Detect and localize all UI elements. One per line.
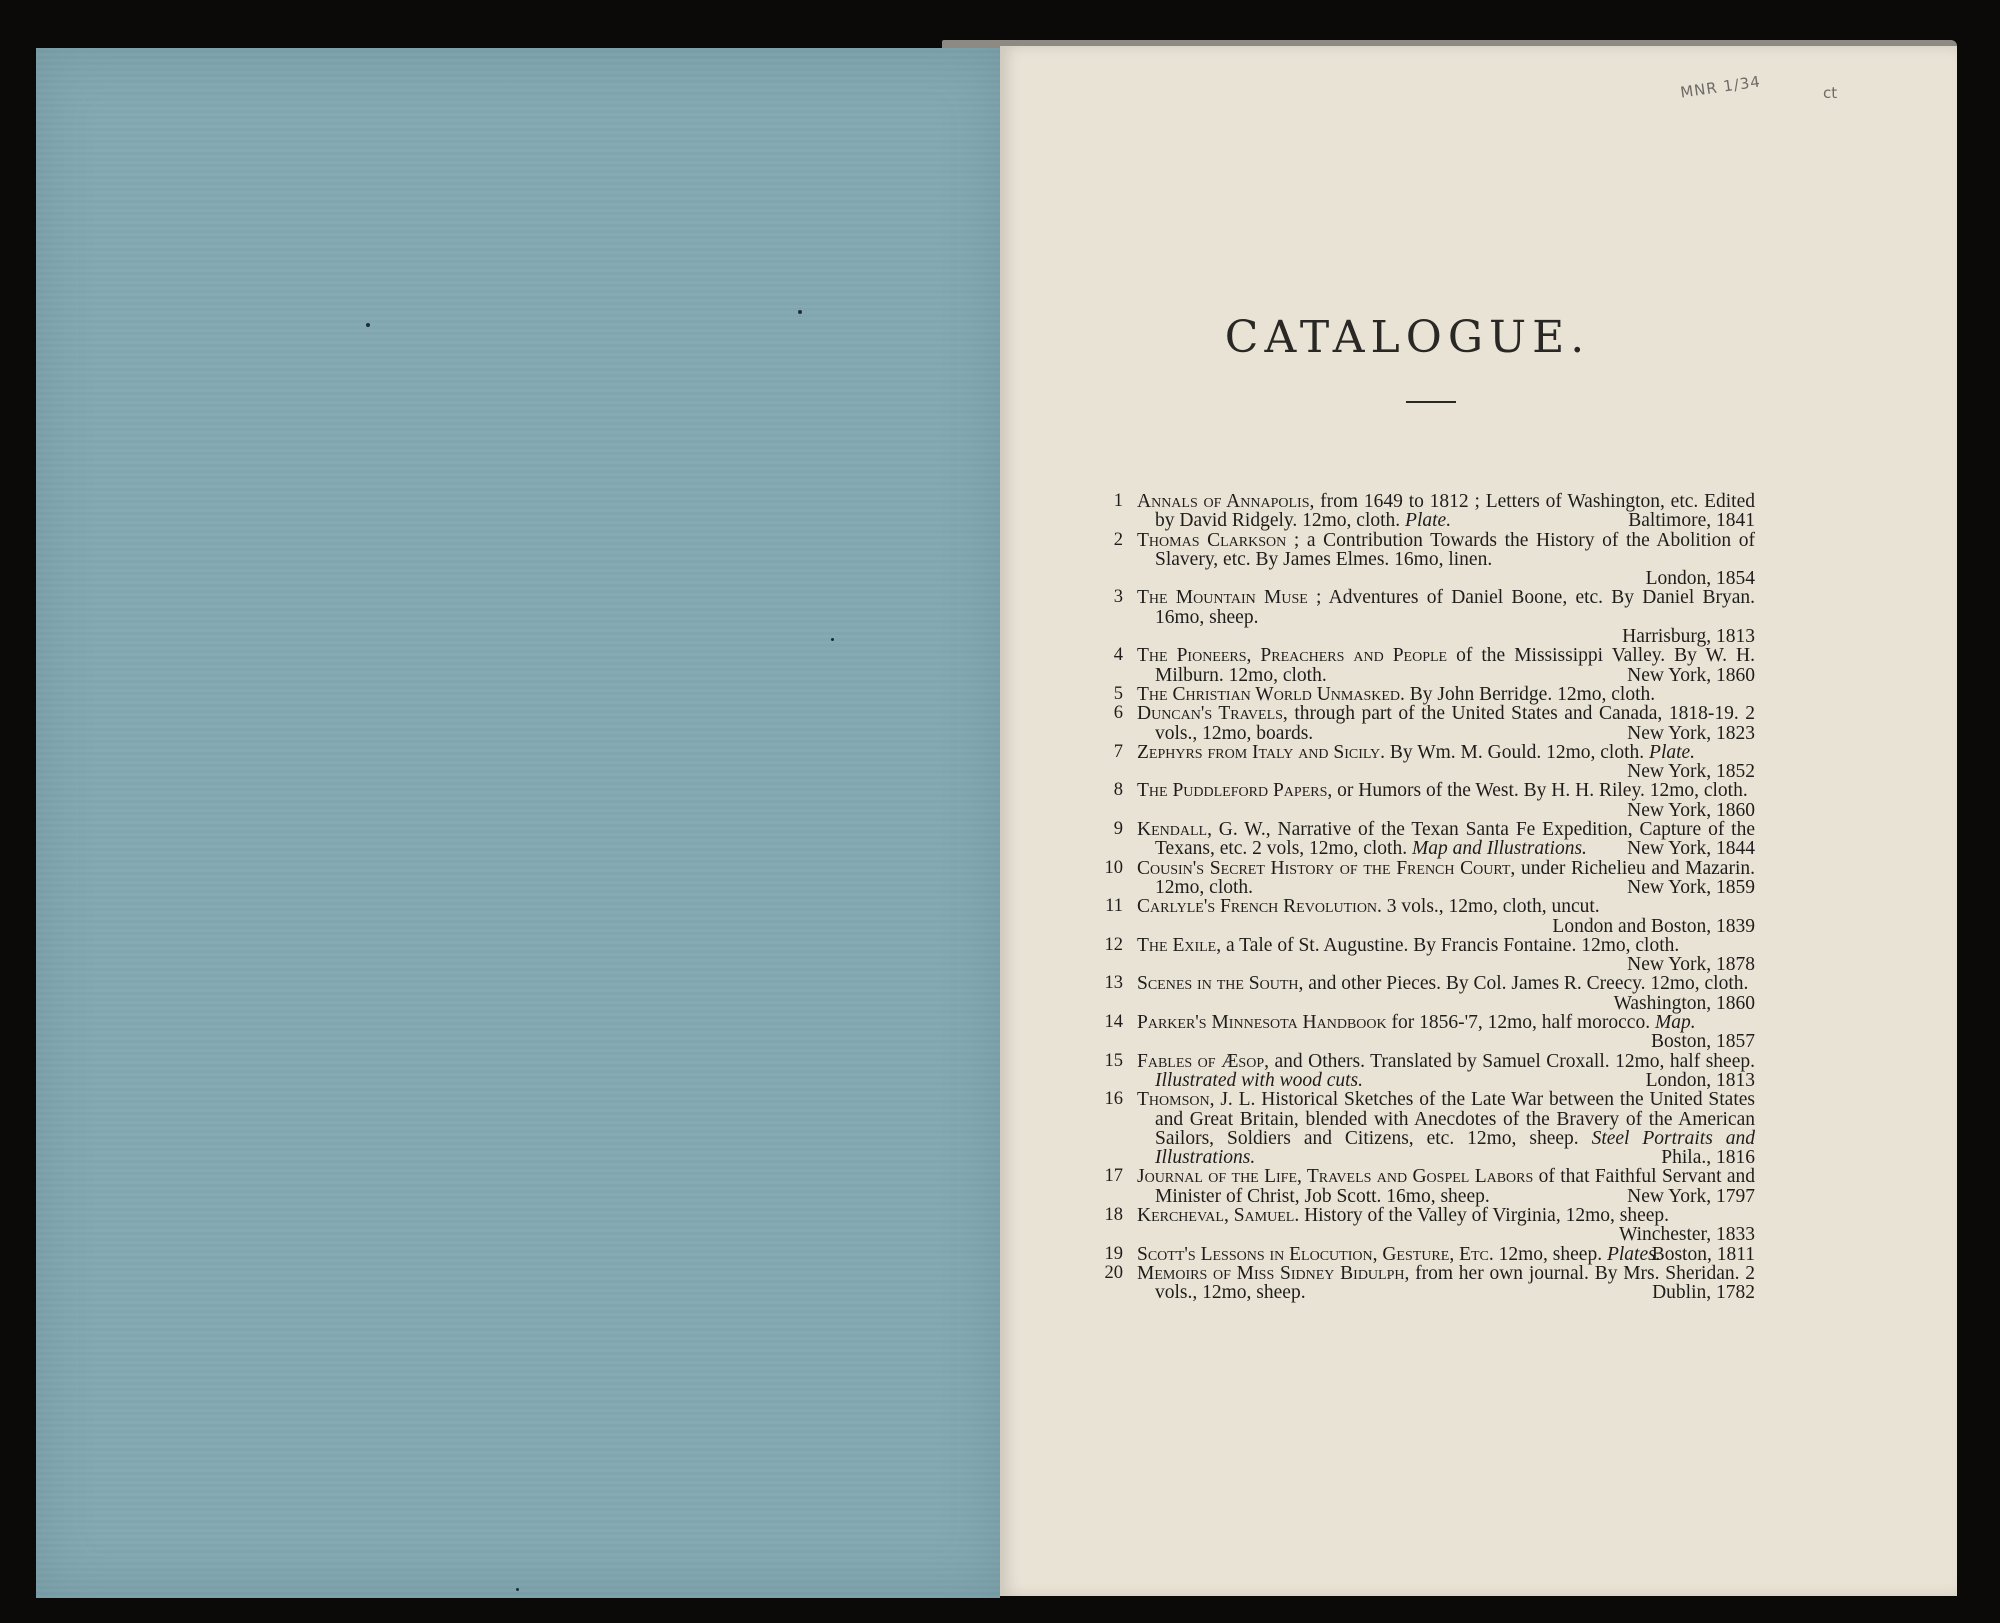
catalogue-entry — [1085, 1264, 1755, 1303]
entry-italic-note: Plate. — [1405, 510, 1452, 532]
entry-text — [1137, 743, 1755, 782]
entry-description: , from 1649 to 1812 ; Letters of Washington, etc. Edited by David Ridgely. 12mo, cloth. — [1155, 491, 1755, 532]
entry-imprint: Boston, 1857 — [1650, 1031, 1755, 1053]
entry-imprint: Baltimore, 1841 — [1628, 510, 1755, 532]
entry-text — [1137, 859, 1755, 898]
catalogue-entry — [1085, 781, 1755, 820]
entry-imprint: New York, 1859 — [1627, 876, 1755, 898]
entry-text — [1137, 685, 1755, 704]
manuscript-note-2: ct — [1823, 84, 1838, 102]
catalogue-entry — [1085, 1013, 1755, 1052]
entry-heading: Zephyrs from Italy and Sicily — [1137, 741, 1381, 763]
catalogue-page — [1000, 46, 1957, 1596]
entry-heading: Annals of Annapolis — [1137, 491, 1310, 512]
entry-text — [1137, 492, 1755, 531]
speck — [831, 638, 834, 641]
entry-heading: The Puddleford Papers — [1137, 780, 1328, 802]
entry-imprint: Boston, 1811 — [1651, 1243, 1755, 1265]
entry-text — [1137, 531, 1755, 589]
entry-imprint: Washington, 1860 — [1613, 992, 1755, 1014]
entry-number: 14 — [1104, 1012, 1123, 1033]
entry-text — [1137, 588, 1755, 646]
entry-text — [1137, 1013, 1755, 1052]
catalogue-entry — [1085, 1090, 1755, 1167]
entry-number: 8 — [1113, 780, 1123, 801]
entry-number: 17 — [1104, 1166, 1123, 1187]
entry-description: ; a Contribution Towards the History of the Abolition of Slavery, etc. By James Elmes. 16mo, linen. — [1155, 529, 1755, 570]
manuscript-note: MNR 1/34 — [1679, 72, 1762, 102]
entry-description: , a Tale of St. Augustine. By Francis Fontaine. 12mo, cloth. — [1216, 934, 1680, 956]
entry-italic-note: Map. — [1654, 1012, 1696, 1034]
entry-imprint: Harrisburg, 1813 — [1622, 626, 1755, 648]
entry-heading: The Mountain Muse — [1137, 587, 1308, 609]
page-title: CATALOGUE. — [1224, 312, 1591, 363]
entry-heading: Journal of the Life, Travels and Gospel Labors — [1137, 1166, 1534, 1188]
entry-description: , through part of the United States and Canada, 1818-19. 2 vols., 12mo, boards. — [1155, 703, 1755, 744]
entry-heading: Cousin's Secret History of the French Court — [1137, 857, 1511, 879]
entry-number: 15 — [1104, 1050, 1123, 1071]
entry-text — [1137, 1167, 1755, 1206]
entry-italic-note: Plate. — [1649, 741, 1696, 763]
entry-number: 13 — [1104, 973, 1123, 994]
entry-imprint: London, 1813 — [1645, 1069, 1755, 1091]
entry-italic-note: Plates. — [1606, 1243, 1661, 1265]
entry-heading: Scenes in the South — [1137, 973, 1299, 995]
entry-heading: The Pioneers, Preachers and People — [1137, 645, 1448, 667]
entry-heading: Fables of Æsop — [1137, 1050, 1265, 1072]
entry-number: 18 — [1104, 1204, 1123, 1225]
entry-description: , from her own journal. By Mrs. Sheridan. 2 vols., 12mo, sheep. — [1155, 1262, 1755, 1304]
catalogue-entry — [1085, 1245, 1755, 1264]
entry-heading: Carlyle's French Revolution — [1137, 896, 1378, 918]
entry-number: 12 — [1104, 934, 1123, 955]
speck — [798, 310, 802, 314]
entry-heading: Thomson, J. L. — [1137, 1089, 1256, 1111]
entry-number: 6 — [1113, 703, 1123, 724]
entry-number: 9 — [1113, 819, 1123, 840]
entry-heading: The Exile — [1137, 934, 1217, 956]
entry-heading: Kendall, G. W. — [1137, 819, 1266, 841]
entry-text — [1137, 1090, 1755, 1167]
entry-imprint: New York, 1860 — [1627, 799, 1755, 821]
catalogue-entry — [1085, 859, 1755, 898]
entry-number: 20 — [1104, 1262, 1123, 1283]
entry-number: 2 — [1113, 529, 1123, 550]
entry-description: of that Faithful Servant and Minister of Christ, Job Scott. 16mo, sheep. — [1155, 1166, 1756, 1207]
entry-heading: Thomas Clarkson — [1137, 529, 1287, 551]
entry-description: Historical Sketches of the Late War between the United States and Great Britain, blended with Anecdotes of the Bravery of the American Sailors, Soldiers and Citizens, etc. 12mo, sheep. — [1155, 1089, 1756, 1149]
entry-description: . By Wm. M. Gould. 12mo, cloth. — [1380, 741, 1650, 763]
entry-text — [1137, 704, 1755, 743]
entry-text — [1137, 1052, 1755, 1091]
catalogue-entry — [1085, 743, 1755, 782]
entry-imprint: Dublin, 1782 — [1652, 1282, 1755, 1304]
entry-italic-note: Steel Portraits and Illustrations. — [1155, 1127, 1755, 1169]
entry-description: of the Mississippi Valley. By W. H. Milburn. 12mo, cloth. — [1155, 645, 1755, 686]
entry-text — [1137, 1245, 1755, 1264]
entry-description: 12mo, sheep. — [1493, 1243, 1607, 1265]
entry-imprint: New York, 1878 — [1627, 954, 1755, 976]
entry-heading: Parker's Minnesota Handbook — [1137, 1012, 1387, 1034]
entry-number: 7 — [1113, 741, 1123, 762]
blue-cover — [36, 48, 1000, 1598]
entry-text — [1137, 781, 1755, 820]
entry-imprint: New York, 1860 — [1627, 664, 1755, 686]
entry-number: 19 — [1104, 1243, 1123, 1264]
entry-text — [1137, 974, 1755, 1013]
entry-heading: The Christian World Unmasked — [1137, 683, 1401, 705]
entry-heading: Kercheval, Samuel — [1137, 1204, 1295, 1226]
entry-text — [1137, 1264, 1755, 1303]
catalogue-entry — [1085, 492, 1755, 531]
entry-number: 5 — [1113, 683, 1123, 704]
catalogue-entry — [1085, 685, 1755, 704]
catalogue-list — [1085, 492, 1755, 1302]
entry-description: . History of the Valley of Virginia, 12mo, sheep. — [1294, 1204, 1670, 1226]
speck — [366, 323, 370, 327]
title-rule — [1406, 401, 1456, 403]
entry-imprint: New York, 1852 — [1627, 761, 1755, 783]
entry-number: 1 — [1113, 491, 1123, 511]
speck — [516, 1588, 519, 1591]
entry-description: . 3 vols., 12mo, cloth, uncut. — [1377, 896, 1600, 918]
catalogue-entry — [1085, 1167, 1755, 1206]
catalogue-entry — [1085, 897, 1755, 936]
entry-text — [1137, 820, 1755, 859]
entry-imprint: London, 1854 — [1645, 568, 1755, 590]
catalogue-entry — [1085, 936, 1755, 975]
entry-text — [1137, 936, 1755, 975]
entry-heading: Scott's Lessons in Elocution, Gesture, Etc. — [1137, 1243, 1494, 1265]
entry-imprint: New York, 1823 — [1627, 722, 1755, 744]
catalogue-entry — [1085, 974, 1755, 1013]
entry-heading: Duncan's Travels — [1137, 703, 1283, 725]
catalogue-entry — [1085, 531, 1755, 589]
entry-italic-note: Map and Illustrations. — [1411, 838, 1587, 860]
entry-description: . By John Berridge. 12mo, cloth. — [1400, 683, 1656, 705]
entry-italic-note: Illustrated with wood cuts. — [1155, 1069, 1364, 1091]
catalogue-entry — [1085, 1052, 1755, 1091]
entry-description: ; Adventures of Daniel Boone, etc. By Daniel Bryan. 16mo, sheep. — [1155, 587, 1756, 628]
entry-number: 3 — [1113, 587, 1123, 608]
entry-imprint: New York, 1844 — [1627, 838, 1755, 860]
catalogue-entry — [1085, 1206, 1755, 1245]
entry-imprint: New York, 1797 — [1627, 1185, 1755, 1207]
entry-number: 11 — [1105, 896, 1123, 917]
entry-imprint: London and Boston, 1839 — [1552, 915, 1755, 937]
entry-description: , or Humors of the West. By H. H. Riley. 12mo, cloth. — [1327, 780, 1748, 802]
catalogue-entry — [1085, 646, 1755, 685]
entry-number: 4 — [1113, 645, 1123, 666]
entry-heading: Memoirs of Miss Sidney Bidulph — [1137, 1262, 1405, 1284]
entry-text — [1137, 897, 1755, 936]
entry-description: , Narrative of the Texan Santa Fe Expedition, Capture of the Texans, etc. 2 vols, 12mo, cloth. — [1155, 819, 1755, 860]
entry-imprint: Winchester, 1833 — [1619, 1224, 1755, 1246]
entry-description: for 1856-'7, 12mo, half morocco. — [1386, 1012, 1655, 1034]
entry-description: , and Others. Translated by Samuel Croxall. 12mo, half sheep. — [1264, 1050, 1755, 1072]
catalogue-entry — [1085, 704, 1755, 743]
entry-description: , under Richelieu and Mazarin. 12mo, cloth. — [1155, 857, 1755, 898]
entry-description: , and other Pieces. By Col. James R. Creecy. 12mo, cloth. — [1298, 973, 1749, 995]
entry-number: 16 — [1104, 1089, 1123, 1110]
catalogue-entry — [1085, 588, 1755, 646]
entry-text — [1137, 1206, 1755, 1245]
catalogue-entry — [1085, 820, 1755, 859]
entry-text — [1137, 646, 1755, 685]
entry-number: 10 — [1104, 857, 1123, 878]
entry-imprint: Phila., 1816 — [1661, 1147, 1755, 1169]
